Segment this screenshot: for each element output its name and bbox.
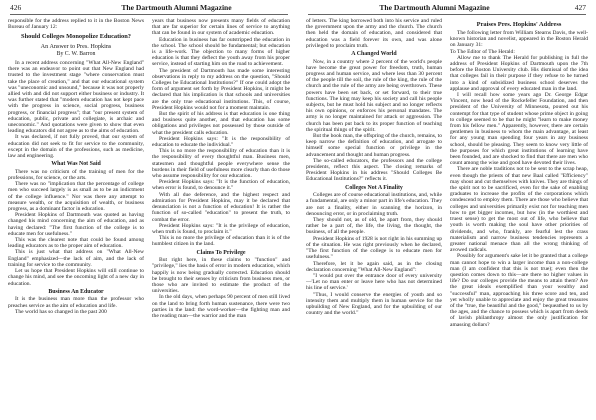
page-number: 426 — [10, 3, 22, 12]
paragraph: It was declared, if not fully proved, that our system of education did not seek to fit for service to the community, except in the domain of the professions, such as medicine, law and engineering. — [8, 134, 144, 160]
byline: By C. W. Barron — [56, 51, 96, 58]
paragraph: I will recall how some years ago Dr. George Edgar Vincent, now head of the Rockefeller Foundation, and then president of the University of Minnesota, poured out his contempt for that type of student whose prime object in going to college seemed to be that he might "learn to make money from his fellow men." Apparently, however, there are certain gentlemen in business to whom the main advantage, at least for any young man spending four years in any business school, should be pleasing. They seem to know very little of the purposes for which great institutions of learning have been founded, and are shocked to find that there are men who count among the wise and good have devoted their lives. — [450, 92, 588, 167]
header-rule — [308, 14, 586, 15]
column-3 — [306, 18, 442, 418]
paragraph: President Hopkins says: "It is the privilege of education, when truth is found, to proclaim it." — [152, 222, 290, 235]
paragraph: "I would put over the entrance door of every university—'Let no man enter or leave here who has not determined his line of service.' — [306, 272, 442, 292]
paragraph: "Thus, I would conserve the energies of youth and so intensity them and multiply them in human service for the upbuilding of New England, and for the upbuilding of our country and the world." — [306, 291, 442, 317]
paragraph: They should not, as of old, be apart from, they should rather be a part of, the life, the living, the thought, the business, of all the people. — [306, 217, 442, 236]
paragraph: There was no "implication that the percentage of college men who succeed largely is as small as to be an indictment of the college influence." Nor was there any attempt to measure wealth, or the acquisition of wealth, or business progress, as a dominant factor in education. — [8, 181, 144, 213]
paragraph: Colleges are of course educational institutions, and, while a fundamental, are only a minor part in life's education. They are not a finality, either in scanning the horizon, in denouncing error, or in proclaiming truth. — [306, 192, 442, 217]
paragraph: The following letter from William Stearns Davis, the well-known historian and novelist, appeared in the Boston Herald on January 31: — [450, 30, 588, 49]
paragraph: years that business now presents many fields of education that are far superior for certain lines of service to anything that can be found in our system of academic education. — [152, 18, 290, 37]
paragraph: Therefore, let it be again said, as in the closing declaration concerning "What All-New England": — [306, 260, 442, 273]
paragraph: This was the clearest note that could be found among leading educators as to the proper aim of education. — [8, 237, 144, 250]
column-2 — [152, 18, 290, 418]
header-rule — [10, 14, 288, 15]
salutation: To The Editor of The Herald: — [450, 48, 515, 55]
paragraph: President Hopkins of 1928 is not right in his summing up of the situation. He was right previously when he declared, "The first function of the college is to educate men for usefulness." — [306, 235, 442, 261]
article-subheading: An Answer to Pres. Hopkins — [40, 43, 112, 51]
section-heading: Business An Educator — [48, 288, 104, 295]
paragraph: responsible for the address replied to it in the Boston News Bureau of January 12: — [8, 18, 144, 31]
section-heading: Colleges Not A Finality — [345, 184, 403, 191]
paragraph: This is no more the privilege of education than it is of the humblest citizen in the land. — [152, 235, 290, 248]
section-heading: Claims To Privilege — [196, 249, 246, 256]
paragraph: But the book man, the offspring of the church, remains, to keep narrow the definition of education, and arrogate to himself some special function or privilege in the advancement and thought and human progress. — [306, 133, 442, 158]
paragraph: It is the business man more than the professor who preaches service as the aim of education and life. — [8, 296, 144, 309]
paragraph: President Hopkins of Dartmouth was quoted as having changed his mind concerning the aim of education, and as having declared: "The first function of the college is to educate men for usefulness." — [8, 212, 144, 237]
column-1 — [8, 18, 144, 418]
paragraph: Education in business has far outstripped the education in the school. The school should be fundamental; but education is a life-work. The objection to many forms of higher education is that they deflect the youth away from his proper service, instead of starting him on the road to achievement. — [152, 36, 290, 68]
paragraph: But right here, in these claims to "function" and "privilege," lies the basis of error in modern education, which happily is now being gradually corrected. Education should be brought to their senses by criticism from business men, or those who are invited to estimate the product of the universities. — [152, 257, 290, 295]
page-number: 427 — [574, 3, 586, 12]
paragraph: The so-called educators, the professors and the college presidents, reflect this aspect. The closing remarks of President Hopkins in his address "Should Colleges Be Educational Institutions?" reflects it. — [306, 157, 442, 183]
right-page — [298, 0, 596, 420]
article-heading: Praises Pres. Hopkins' Address — [476, 21, 562, 28]
paragraph: Allow me to thank The Herald for publishing in full the address of President Hopkins of Dartmouth upon the 7th before the Boston University club. His dismissal of the idea that colleges fail in their purpose if they refuse to be turned into a kind of subsidized business school deserves the applause and approval of every educated man in the land. — [450, 54, 588, 92]
paragraph: In the old days, when perhaps 90 percent of men still lived on the land to bring forth human sustenance, there were two parties in the land: the word-worker—the fighting man and the reading man—the warrior and the man — [152, 294, 290, 319]
paragraph: This is just what that address on "What All-New England" emphasized—the lack of aim, and the lack of training for service to the community. — [8, 249, 144, 268]
paragraph: With all due deference, and the highest respect and admiration for President Hopkins, may it be declared that denunciation is not a function of education! It is rather the function of so-called "education" to present the truth, to combat the error. — [152, 191, 290, 223]
paragraph: Now, in a country where 2 percent of the world's people have become the great power for freedom, truth, human progress and human service, and where less than 30 percent of the people till the soil, the rule of the king, the rule of the church and the rule of the army are being overthrown. These powers have been set back, or set forward, to their true functions. The king may keep his society and call his people subjects, but he must hold his subject and no longer reflects his own opinions, or enforces his personal mandates. The army is no longer maintained for attack or aggression. The church has been put back to its proper function of teaching the spiritual things of the spirit. — [306, 58, 442, 133]
running-header — [10, 3, 288, 13]
paragraph: The world has so changed in the past 200 — [15, 308, 107, 315]
column-4 — [450, 18, 588, 418]
magazine-title: The Dartmouth Alumni Magazine — [379, 3, 490, 12]
running-header — [308, 3, 586, 13]
paragraph: In a recent address concerning "What All-New England" there was an endeavor to point out that New England had trusted to the investment stage "where conservation must take the place of creation," and that our educational system was "uneconomic and unsound," because it was not properly allied with and did not support either business or industry. It was further stated that "modern education has not kept pace with the progress in science, social progress, business progress, or financial progress"; that "our present system of education, public, private and collegiate, is archaic and uneconomic." And quotations were given to show that even leading educators did not agree as to the aims of education. — [8, 60, 144, 135]
magazine-title: The Dartmouth Alumni Magazine — [121, 3, 232, 12]
article-heading: Should Colleges Monopolize Education? — [21, 33, 131, 41]
paragraph: There are noble traditions not to be sent to the scrap heap, even though the priests of that new Baal called "Efficiency" may shout and cut themselves with knives. They are things of the spirit not to be sacrificed, even for the sake of enabling graduates to increase the profits of the corporations which condescend to employ them. There are those who believe that colleges and universities primarily exist not for teaching men how to get bigger incomes, but how (in the worthiest and truest sense) to get the most out of life, who believe that youth is worth making the soul have other priorities of dividends, and who, frankly, are fearful lest the crass materialism and narrow business tendencies represents a greater national menace than all the wrong thinking of avowed radicals. — [450, 166, 588, 254]
paragraph: The president of Dartmouth has made some interesting observations in reply to my address on the question, "Should Colleges be Educational Institutions?" If one could adopt the form of argument set forth by President Hopkins, it might be declared that his implication is that schools and universities are the only true educational institutions. This, of course, President Hopkins would not for a moment maintain. — [152, 67, 290, 111]
paragraph: Possibly for argument's sake let it be granted that a college man cannot hope to win a larger income than a non-college man (I am confident that this is not true); even then the question comes down to this—are there no higher values in life? Do our colleges provide the means to attain them? Are the great ideals exemplified than your wealthy and "successful" man, approaching his three score and ten, and yet wholly unable to appreciate and enjoy the great treasures of the "true, the beautiful and the good," bequeathed to us by the ages, and the chance to possess which is apart from deeds of lavish philanthropy almost the only justification for amassing dollars? — [450, 253, 588, 328]
section-heading: What Was Not Said — [51, 161, 101, 168]
paragraph: There was no criticism of the training of men for the professions, for science, or the arts. — [8, 168, 144, 182]
paragraph: President Hopkins says: "It is the responsibility of education to educate the individual." — [152, 135, 290, 149]
paragraph: But the spirit of his address is that education is one thing and business quite another, and that education has some obligations and privileges not possessed by those outside of what the president calls education. — [152, 111, 290, 136]
section-heading: A Changed World — [351, 51, 397, 58]
paragraph: This is no more the responsibility of education than it is the responsibility of every thoughtful man. Business men, statesmen and thoughtful people everywhere sense the burdens in their field of usefulness more clearly than do those who assume responsibility for our education. — [152, 148, 290, 180]
paragraph: of letters. The king borrowed both into his service and ruled the government upon the army and the church. The church then held the domain of education, and considered that education was a field forever its own, and was alone privileged to proclaim truth. — [306, 18, 442, 49]
paragraph: President Hopkins says: "It is the function of education, when error is found, to denounce it." — [152, 179, 290, 192]
paragraph: Let us hope that President Hopkins will still continue to change his mind, and see the oncoming light of a new day in education. — [8, 268, 144, 287]
